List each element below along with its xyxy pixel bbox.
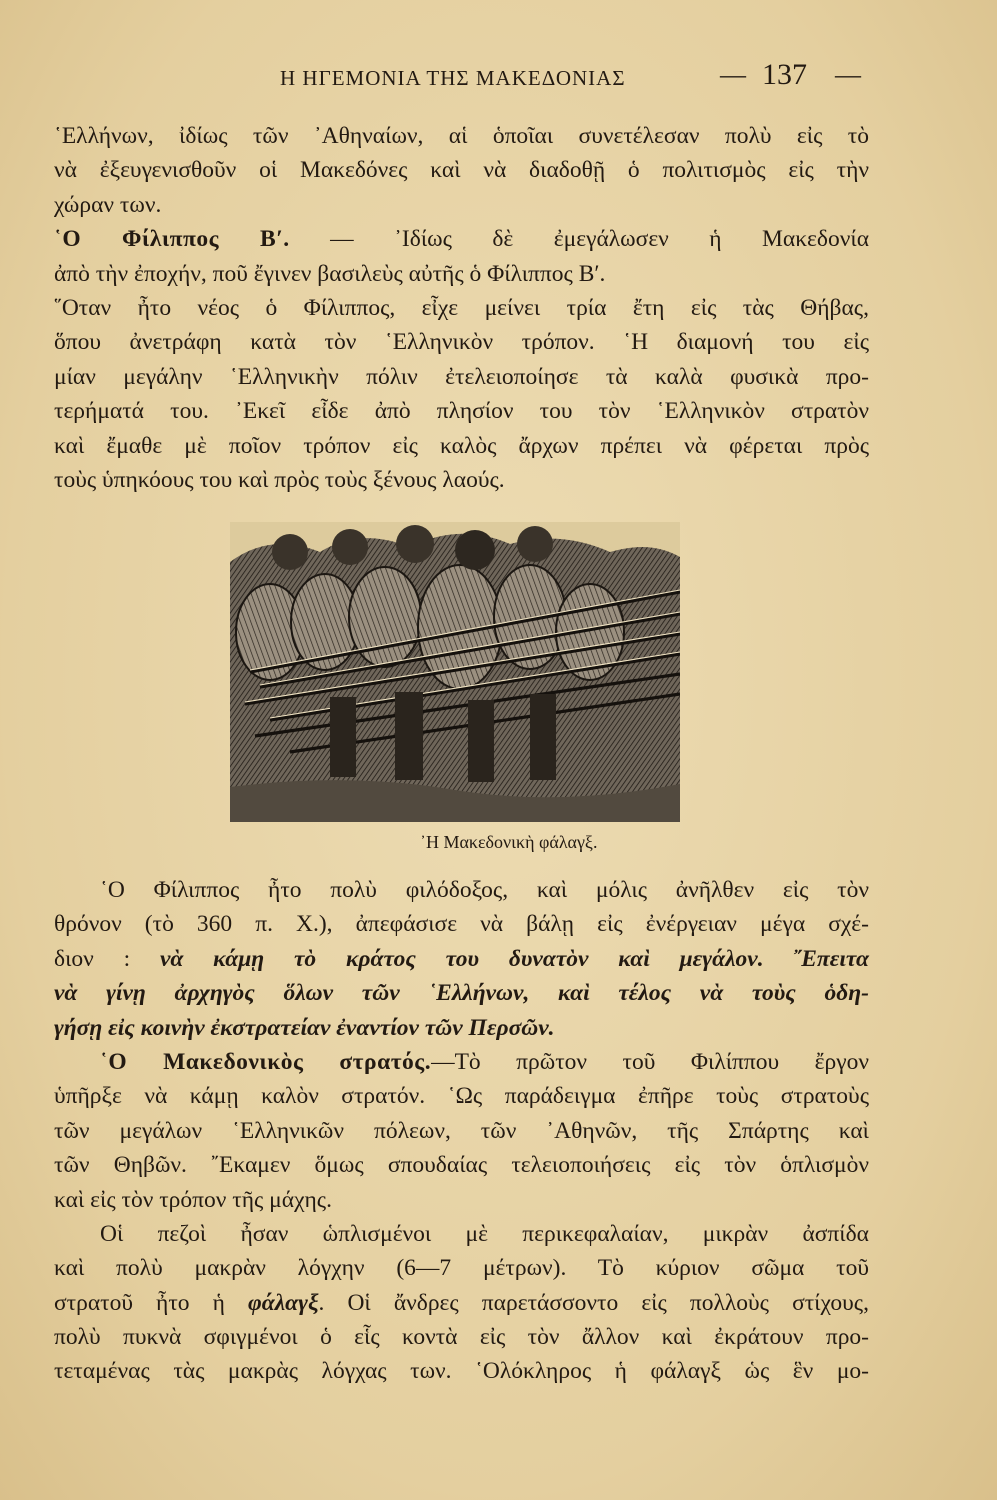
page-number: 137 — [762, 58, 807, 91]
paragraph-line: ῾Ο Φίλιππος ἦτο πολὺ φιλόδοξος, καὶ μόλις ἀνῆλθεν εἰς τὸν — [100, 877, 869, 903]
paragraph-line: χώραν των. — [54, 191, 162, 218]
paragraph-line — [54, 942, 869, 976]
phalanx-illustration — [230, 522, 680, 822]
paragraph-text: διον : — [54, 945, 160, 972]
emphasis-line: νὰ γίνῃ ἀρχηγὸς ὅλων τῶν ῾Ελλήνων, καὶ τέλος νὰ τοὺς ὁδη- — [54, 980, 869, 1007]
chapter-title: Η ΗΓΕΜΟΝΙΑ ΤΗΣ ΜΑΚΕΔΟΝΙΑΣ — [280, 66, 626, 90]
paragraph-text: στρατοῦ ἦτο ἡ — [54, 1289, 248, 1316]
running-header — [280, 58, 860, 94]
section-heading-line — [54, 222, 869, 256]
paragraph-line: τῶν μεγάλων ῾Ελληνικῶν πόλεων, τῶν ᾿Αθηνῶν, τῆς Σπάρτης καὶ — [54, 1117, 869, 1144]
paragraph-line — [54, 1286, 869, 1320]
paragraph-text: . Οἱ ἄνδρες παρετάσσοντο εἰς πολλοὺς στίχους, — [318, 1289, 869, 1316]
section-heading-philip: ῾Ο Φίλιππος Β′. — [54, 226, 290, 253]
paragraph-line: νὰ ἐξευγενισθοῦν οἱ Μακεδόνες καὶ νὰ διαδοθῇ ὁ πολιτισμὸς εἰς τὴν — [54, 157, 869, 184]
header-dash-left: — — [720, 60, 746, 89]
paragraph-line: πολὺ πυκνὰ σφιγμένοι ὁ εἷς κοντὰ εἰς τὸν ἄλλον καὶ ἐκράτουν προ- — [54, 1324, 869, 1351]
figure-caption: ᾿Η Μακεδονικὴ φάλαγξ. — [420, 832, 598, 852]
paragraph-line: ὅπου ἀνετράφη κατὰ τὸν ῾Ελληνικὸν τρόπον. ῾Η διαμονή του εἰς — [54, 329, 869, 356]
paragraph-line: θρόνον (τὸ 360 π. Χ.), ἀπεφάσισε νὰ βάλῃ εἰς ἐνέργειαν μέγα σχέ- — [54, 911, 869, 938]
paragraph-line: ἀπὸ τὴν ἐποχήν, ποῦ ἔγινεν βασιλεὺς αὐτῆς ὁ Φίλιππος Β′. — [54, 260, 606, 287]
paragraph-line: τερήματά του. ᾿Εκεῖ εἶδε ἀπὸ πλησίον του τὸν ῾Ελληνικὸν στρατὸν — [54, 398, 869, 425]
paragraph-line: μίαν μεγάλην ῾Ελληνικὴν πόλιν ἐτελειοποίησε τὰ καλὰ φυσικὰ προ- — [54, 363, 869, 390]
paragraph-text: —Τὸ πρῶτον τοῦ Φιλίππου ἔργον — [431, 1048, 870, 1075]
emphasis-line: γήσῃ εἰς κοινὴν ἐκστρατείαν ἐναντίον τῶν Περσῶν. — [54, 1014, 555, 1041]
lower-text-block — [54, 873, 869, 1389]
paragraph-line: καὶ ἔμαθε μὲ ποῖον τρόπον εἰς καλὸς ἄρχων πρέπει νὰ φέρεται πρὸς — [54, 432, 869, 459]
paragraph-line: καὶ εἰς τὸν τρόπον τῆς μάχης. — [54, 1186, 332, 1213]
paragraph-line: τεταμένας τὰς μακρὰς λόγχας των. ῾Ολόκληρος ἡ φάλαγξ ὡς ἓν μο- — [54, 1358, 869, 1385]
upper-text-block — [54, 119, 869, 497]
paragraph-line: τῶν Θηβῶν. ῎Εκαμεν ὅμως σπουδαίας τελειοποιήσεις εἰς τὸν ὁπλισμὸν — [54, 1152, 869, 1179]
emphasis-text: φάλαγξ — [247, 1289, 319, 1316]
paragraph-line: Οἱ πεζοὶ ἦσαν ὡπλισμένοι μὲ περικεφαλαίαν, μικρὰν ἀσπίδα — [100, 1220, 869, 1247]
section-heading-army: ῾Ο Μακεδονικὸς στρατός. — [100, 1048, 432, 1075]
paragraph-line: ῾Ελλήνων, ἰδίως τῶν ᾿Αθηναίων, αἱ ὁποῖαι συνετέλεσαν πολὺ εἰς τὸ — [54, 123, 869, 149]
paragraph-text: — ᾿Ιδίως δὲ ἐμεγάλωσεν ἡ Μακεδονία — [289, 226, 870, 253]
header-dash-right: — — [835, 60, 861, 89]
paragraph-line: ῞Οταν ἦτο νέος ὁ Φίλιππος, εἶχε μείνει τρία ἔτη εἰς τὰς Θήβας, — [54, 294, 869, 321]
paragraph-line: τοὺς ὑπηκόους του καὶ πρὸς τοὺς ξένους λαούς. — [54, 466, 505, 493]
paragraph-line: ὑπῆρξε νὰ κάμῃ καλὸν στρατόν. ῾Ως παράδειγμα ἐπῆρε τοὺς στρατοὺς — [54, 1083, 869, 1110]
section-heading-line — [54, 1045, 869, 1079]
emphasis-text: νὰ κάμῃ τὸ κράτος του δυνατὸν καὶ μεγάλον. ῎Επειτα — [159, 945, 869, 972]
paragraph-line: καὶ πολὺ μακρὰν λόγχην (6—7 μέτρων). Τὸ κύριον σῶμα τοῦ — [54, 1255, 869, 1282]
